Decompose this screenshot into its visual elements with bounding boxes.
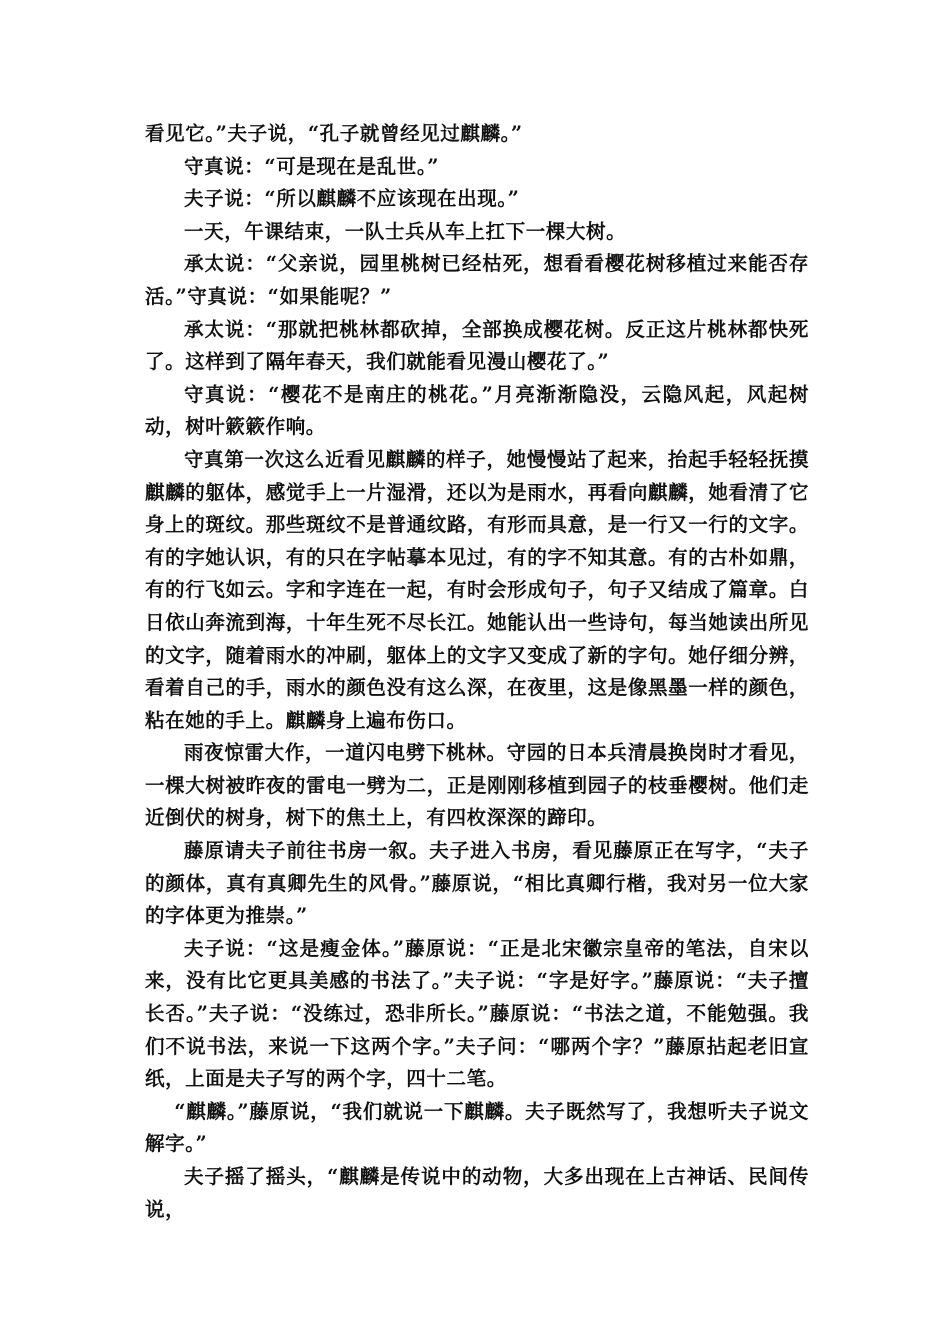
- paragraph: 守真说：“可是现在是乱世。”: [184, 154, 440, 178]
- paragraph: 承太说：“父亲说，园里桃树已经枯死，想看看樱花树移植过来能否存活。”守真说：“如果能呢？”: [145, 252, 809, 308]
- paragraph: 守真说：“樱花不是南庄的桃花。”月亮渐渐隐没，云隐风起，风起树动，树叶簌簌作响。: [145, 382, 809, 439]
- paragraph: 守真第一次这么近看见麒麟的样子，她慢慢站了起来，抬起手轻轻抚摸麒麟的躯体，感觉手上一片湿滑，还以为是雨水，再看向麒麟，她看清了它身上的斑纹。那些斑纹不是普通纹路，有形而具意，是一行又一行的文字。有的字她认识，有的只在字帖摹本见过，有的字不知其意。有的古朴如鼎，有的行飞如云。字和字连在一起，有时会形成句子，句子又结成了篇章。白日依山奔流到海，十年生死不尽长江。她能认出一些诗句，每当她读出所见的文字，随着雨水的冲刷，躯体上的文字又变成了新的字句。她仔细分辨，看着自己的手，雨水的颜色没有这么深，在夜里，这是像黑墨一样的颜色，粘在她的手上。麒麟身上遍布伤口。: [145, 447, 809, 732]
- paragraph: 看见它。”夫子说，“孔子就曾经见过麒麟。”: [145, 122, 523, 145]
- paragraph: 夫子说：“这是瘦金体。”藤原说：“正是北宋徽宗皇帝的笔法，自宋以来，没有比它更具美感的书法了。”夫子说：“字是好字。”藤原说：“夫子擅长否。”夫子说：“没练过，恐非所长。”藤原说：“书法之道，不能勉强。我们不说书法，来说一下这两个字。”夫子问：“哪两个字？”藤原拈起老旧宣纸，上面是夫子写的两个字，四十二笔。: [145, 936, 809, 1091]
- paragraph: 一天，午课结束，一队士兵从车上扛下一棵大树。: [184, 219, 627, 243]
- paragraph: 承太说：“那就把桃林都砍掉，全部换成樱花树。反正这片桃林都快死了。这样到了隔年春天，我们就能看见漫山樱花了。”: [145, 317, 809, 374]
- paragraph: 夫子摇了摇头，“麒麟是传说中的动物，大多出现在上古神话、民间传说，: [145, 1165, 809, 1221]
- paragraph: 夫子说：“所以麒麟不应该现在出现。”: [184, 187, 520, 211]
- paragraph: 藤原请夫子前往书房一叙。夫子进入书房，看见藤原正在写字，“夫子的颜体，真有真卿先生的风骨。”藤原说，“相比真卿行楷，我对另一位大家的字体更为推崇。”: [145, 839, 809, 928]
- paragraph: “麒麟。”藤原说，“我们就说一下麒麟。夫子既然写了，我想听夫子说文解字。”: [145, 1099, 809, 1156]
- paragraph: 雨夜惊雷大作，一道闪电劈下桃林。守园的日本兵清晨换岗时才看见，一棵大树被昨夜的雷电一劈为二，正是刚刚移植到园子的枝垂樱树。他们走近倒伏的树身，树下的焦土上，有四枚深深的蹄印。: [145, 741, 809, 830]
- document-body: [145, 118, 809, 1226]
